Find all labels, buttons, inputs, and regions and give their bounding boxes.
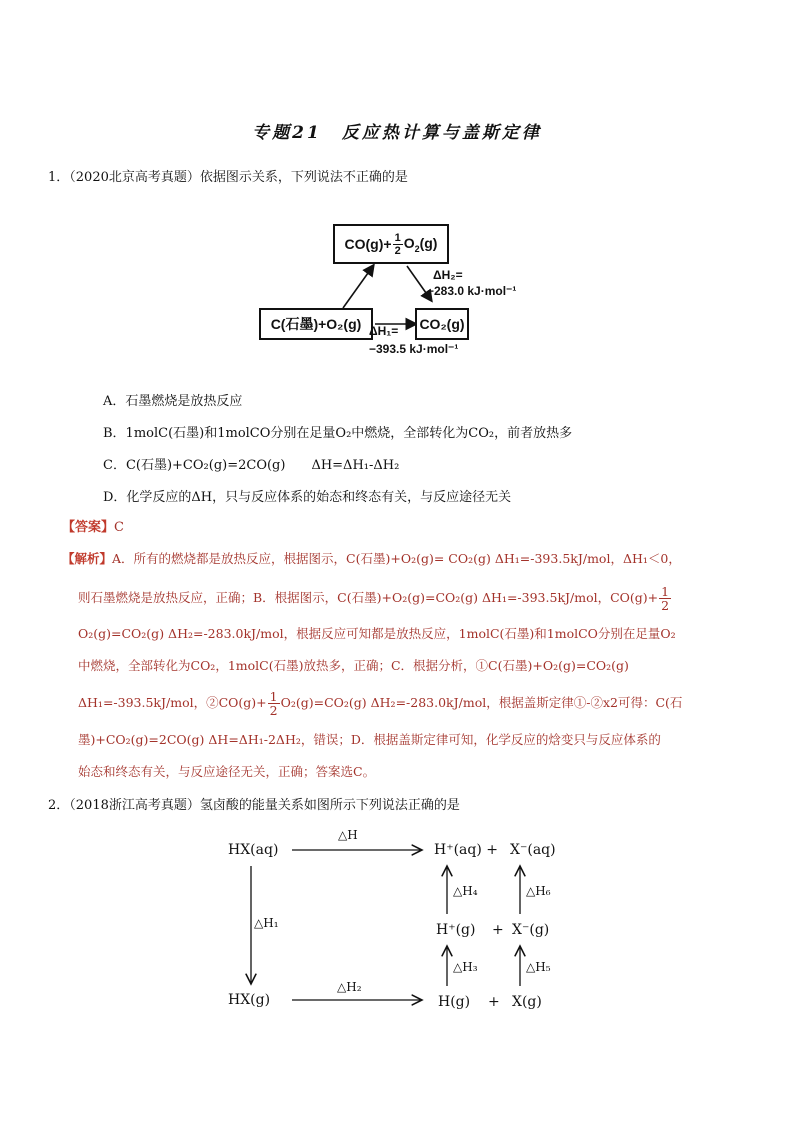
dh1-label: △H₁: [254, 916, 279, 930]
dh1-value: −393.5 kJ·mol⁻¹: [369, 342, 459, 356]
right-box: CO₂(g): [415, 308, 469, 340]
h-g-ion: H⁺(g): [436, 922, 476, 938]
dh6-label: △H₆: [526, 884, 551, 898]
question-2-stem: 2．（2018浙江高考真题）氢卤酸的能量关系如图所示下列说法正确的是: [48, 798, 460, 813]
answer-value: C: [114, 520, 124, 535]
analysis-line-1: 【解析】A．所有的燃烧都是放热反应，根据图示，C(石墨)+O₂(g)= CO₂(g) ΔH₁=-393.5kJ/mol，ΔH₁＜0，: [62, 551, 681, 566]
frac-num-1: 1: [661, 584, 670, 599]
analysis-tag: 【解析】: [62, 551, 113, 566]
dh4-label: △H₄: [453, 884, 478, 898]
dh2-value: −283.0 kJ·mol⁻¹: [427, 284, 517, 298]
answer-tag: 【答案】: [62, 520, 115, 535]
dh-label: △H: [338, 828, 358, 842]
hx-aq: HX(aq): [228, 842, 279, 858]
arrow-left-to-top: [343, 266, 373, 308]
dh2-label: △H₂: [337, 980, 362, 994]
answer-line: [62, 516, 124, 535]
analysis-line-5: ΔH₁=-393.5kJ/mol，②CO(g)+ $\frac{1}{2}$ O₂(g)=CO₂(g) ΔH₂=-283.0kJ/mol，根据盖斯定律①-②x2可得：C(石: [78, 689, 683, 718]
x-aq: X⁻(aq): [510, 842, 556, 858]
hx-g: HX(g): [228, 992, 271, 1008]
plus-1: +: [492, 922, 504, 938]
top-box: CO(g)+ $\frac{1}{2}$ $O_2(g)$: [333, 224, 449, 264]
option-c: C．C(石墨)+CO₂(g)=2CO(g) ΔH=ΔH₁-ΔH₂: [103, 458, 400, 473]
enthalpy-diagram-1: [255, 218, 535, 363]
analysis-line-4: 中燃烧，全部转化为CO₂，1molC(石墨)放热多，正确；C．根据分析，①C(石墨)+O₂(g)=CO₂(g): [78, 658, 629, 673]
analysis-line-7: 始态和终态有关，与反应途径无关，正确；答案选C。: [78, 764, 376, 779]
x-g-ion: X⁻(g): [512, 922, 550, 938]
question-1-stem: 1．（2020北京高考真题）依据图示关系，下列说法不正确的是: [48, 170, 408, 185]
plus-2: +: [488, 994, 500, 1010]
dh2-label: ΔH₂=: [433, 268, 463, 282]
left-box: C(石墨)+O₂(g): [259, 308, 373, 340]
frac-den-1: 2: [661, 598, 670, 613]
dh3-label: △H₃: [453, 960, 478, 974]
option-b: B．1molC(石墨)和1molCO分别在足量O₂中燃烧，全部转化为CO₂，前者放热多: [103, 426, 573, 441]
dh5-label: △H₅: [526, 960, 551, 974]
option-a: A．石墨燃烧是放热反应: [103, 394, 243, 409]
x-g: X(g): [512, 994, 542, 1010]
h-aq: H⁺(aq) +: [434, 842, 499, 858]
option-d: D．化学反应的ΔH，只与反应体系的始态和终态有关，与反应途径无关: [103, 490, 512, 505]
dh1-label: ΔH₁=: [369, 324, 399, 338]
analysis-line-2: 则石墨燃烧是放热反应，正确；B．根据图示，C(石墨)+O₂(g)=CO₂(g) ΔH₁=-393.5kJ/mol，CO(g)+ $\frac{1}{2}$: [78, 584, 670, 613]
analysis-line-6: 墨)+CO₂(g)=2CO(g) ΔH=ΔH₁-2ΔH₂，错误；D．根据盖斯定律可知，化学反应的焓变只与反应体系的: [78, 732, 661, 747]
analysis-line-3: O₂(g)=CO₂(g) ΔH₂=-283.0kJ/mol，根据反应可知都是放热反应，1molC(石墨)和1molCO分别在足量O₂: [78, 626, 676, 641]
enthalpy-diagram-2: [220, 826, 580, 1026]
page-title: 专题21 反应热计算与盖斯定律: [252, 123, 542, 143]
h-g: H(g): [438, 994, 471, 1010]
